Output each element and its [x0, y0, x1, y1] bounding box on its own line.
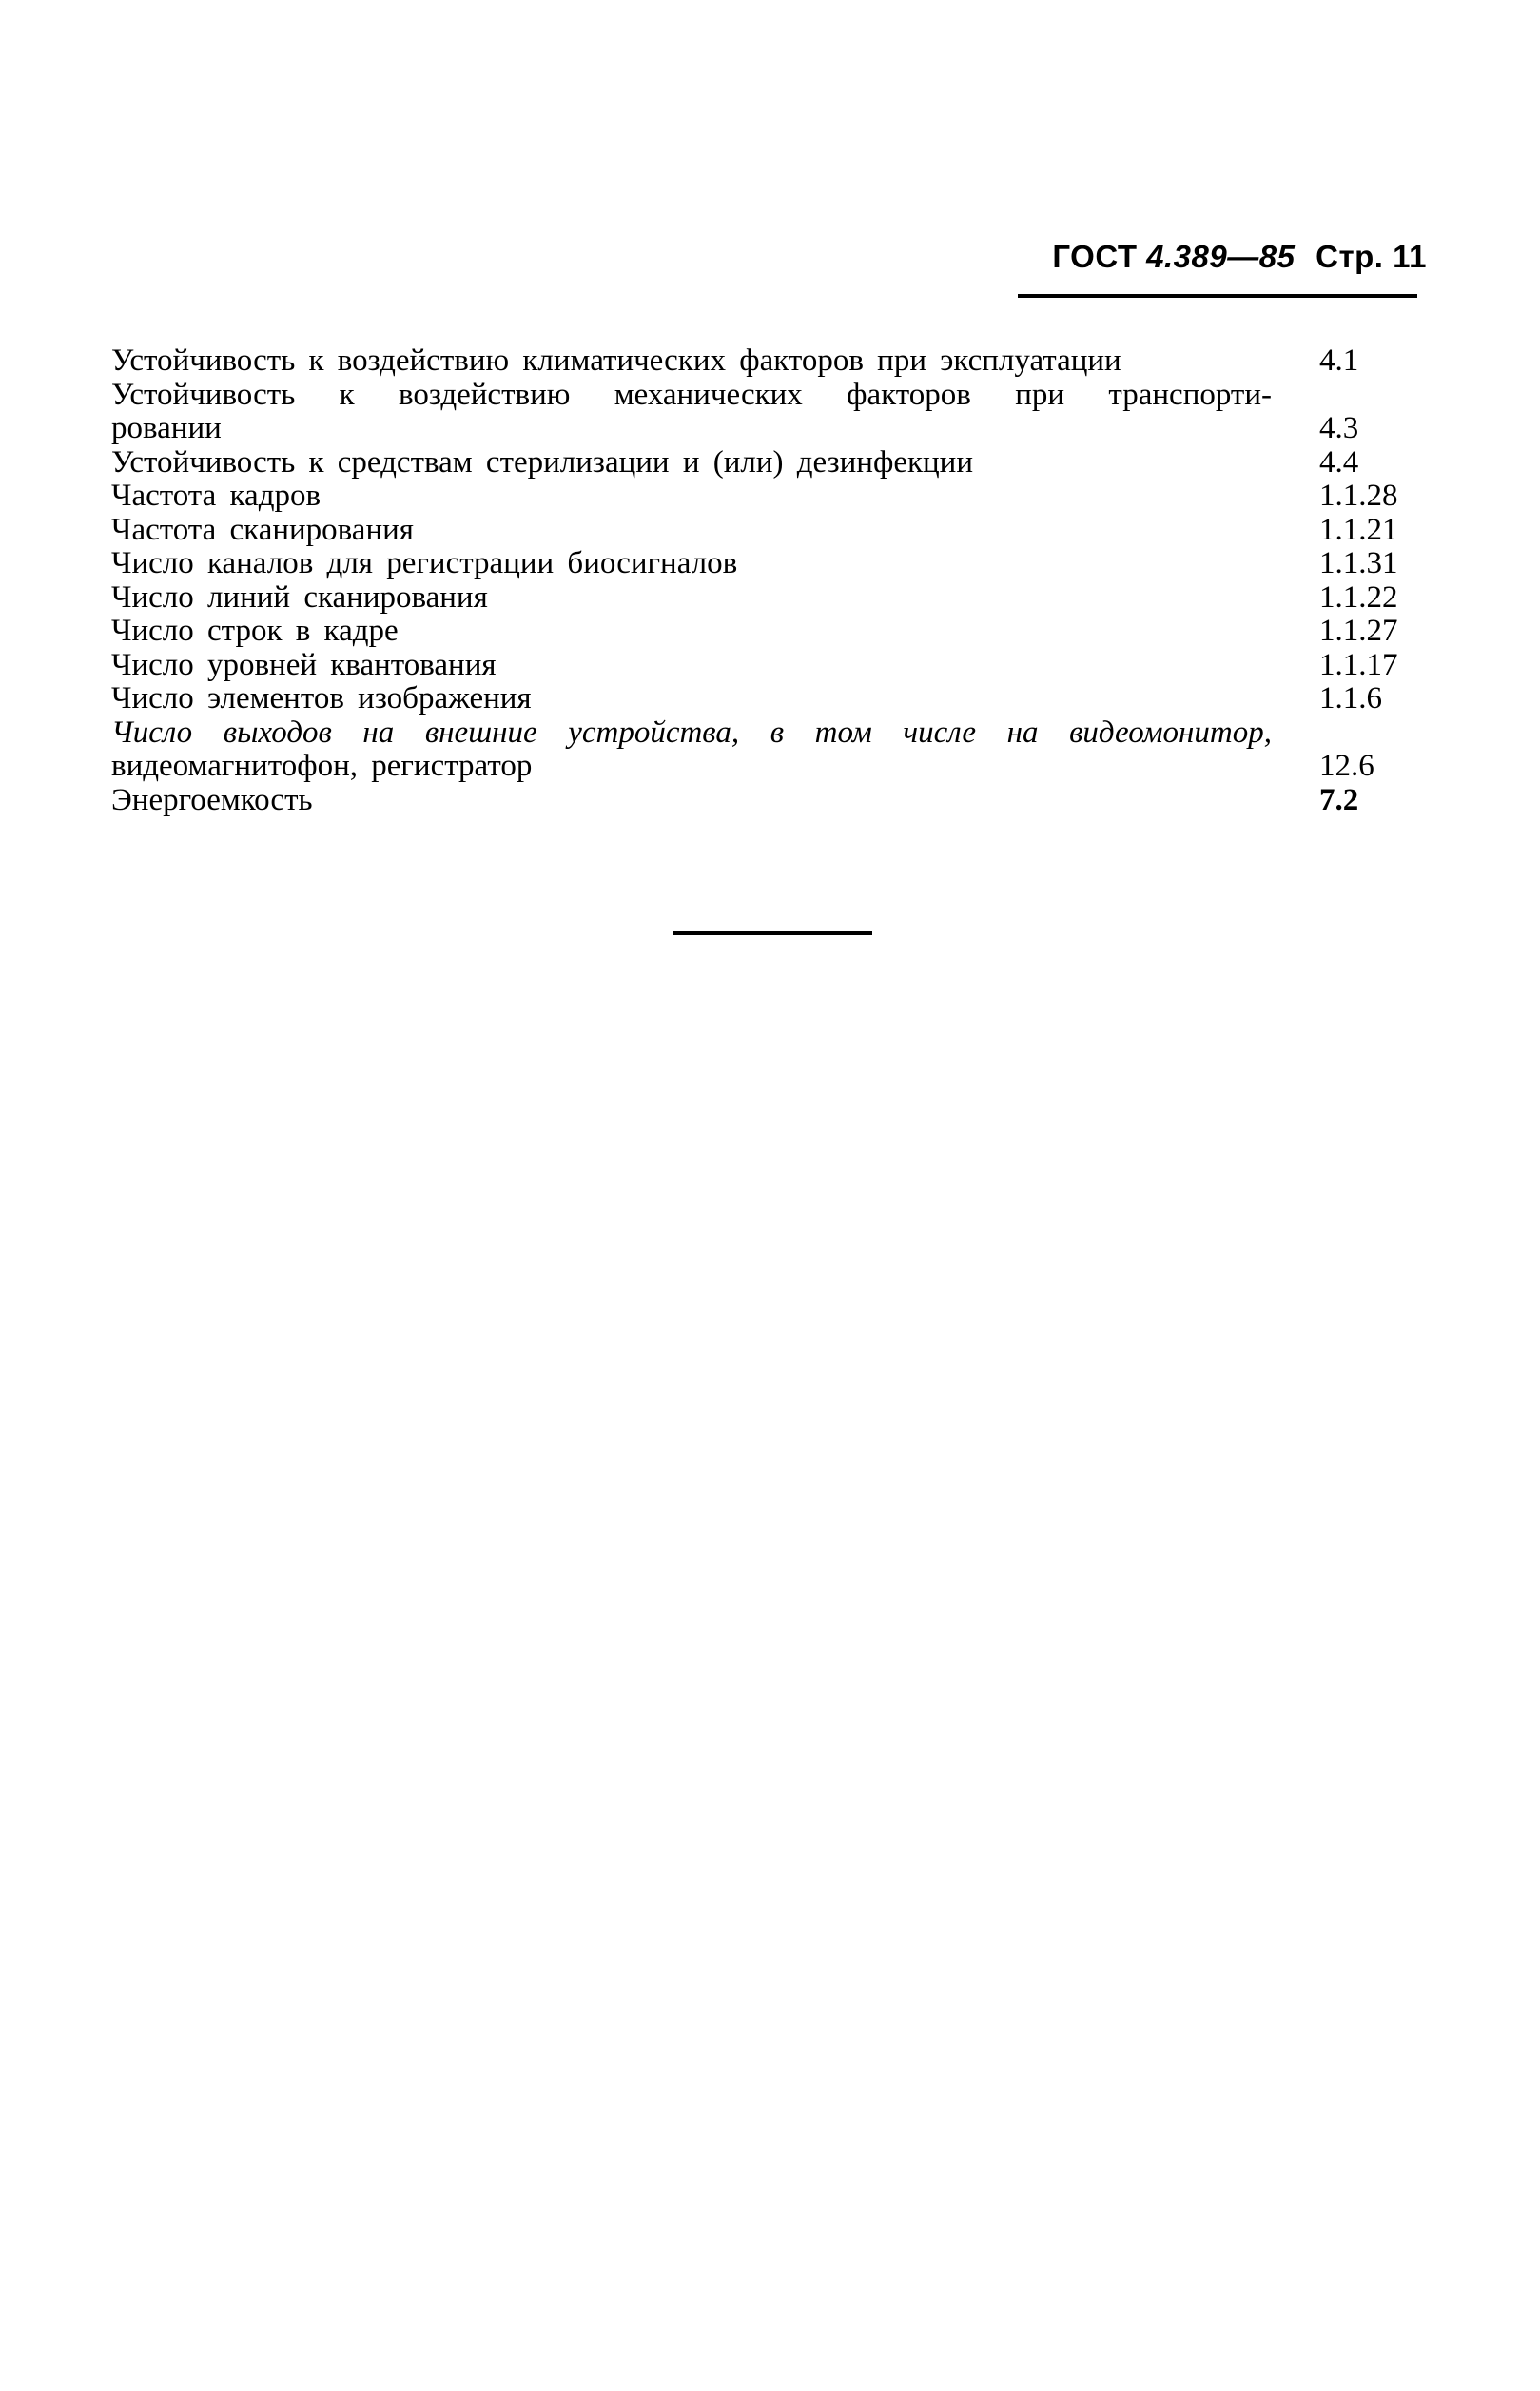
index-term: Число каналов для регистрации биосигналов: [111, 546, 738, 580]
index-row: [111, 514, 1424, 548]
index-term: Частота сканирования: [111, 512, 414, 547]
index-list: [111, 344, 1424, 817]
index-row: [111, 784, 1424, 818]
index-term: Число линий сканирования: [111, 579, 488, 615]
page-number: Стр. 11: [1316, 239, 1427, 274]
index-ref: 1.1.27: [1319, 614, 1398, 648]
index-row: [111, 547, 1424, 581]
index-ref: 1.1.22: [1319, 579, 1398, 615]
index-term-line: Число выходов на внешние устройства, в том числе на видеомонитор,: [111, 715, 1272, 750]
index-ref: 1.1.17: [1319, 647, 1398, 682]
index-row: [111, 379, 1424, 446]
index-term: [111, 379, 1300, 446]
index-row: [111, 615, 1424, 649]
index-ref: 7.2: [1319, 782, 1359, 817]
index-row: [111, 480, 1424, 514]
index-ref: 1.1.21: [1319, 512, 1398, 547]
index-term-line: ровании: [111, 411, 222, 445]
index-ref: 1.1.6: [1319, 681, 1382, 715]
index-ref: 1.1.31: [1319, 546, 1398, 580]
index-ref: 12.6: [1319, 749, 1374, 783]
index-term: Частота кадров: [111, 479, 322, 513]
index-term-line: видеомагнитофон, регистратор: [111, 749, 533, 783]
index-term: Устойчивость к воздействию климатических факторов при эксплуатации: [111, 343, 1121, 378]
index-term: Число уровней квантования: [111, 647, 497, 682]
index-ref: 4.3: [1319, 411, 1359, 445]
index-row: [111, 682, 1424, 716]
index-ref: 1.1.28: [1319, 479, 1398, 513]
index-row: [111, 581, 1424, 616]
end-of-section-divider: [673, 931, 872, 935]
index-term-line: Устойчивость к воздействию механических факторов при транспорти-: [111, 377, 1272, 412]
index-term: Устойчивость к средствам стерилизации и (или) дезинфекции: [111, 444, 974, 480]
header-divider: [1018, 294, 1417, 298]
page-header: [1008, 238, 1427, 276]
index-row: [111, 649, 1424, 683]
index-ref: 4.1: [1319, 343, 1359, 378]
standard-label: ГОСТ: [1052, 239, 1138, 274]
index-term: Энергоемкость: [111, 782, 313, 817]
index-row: [111, 716, 1424, 784]
index-row: [111, 446, 1424, 480]
index-row: [111, 344, 1424, 379]
standard-number: 4.389—85: [1146, 239, 1296, 274]
index-term: [111, 716, 1300, 784]
index-term: Число элементов изображения: [111, 681, 532, 715]
index-term: Число строк в кадре: [111, 614, 399, 648]
index-ref: 4.4: [1319, 444, 1359, 480]
